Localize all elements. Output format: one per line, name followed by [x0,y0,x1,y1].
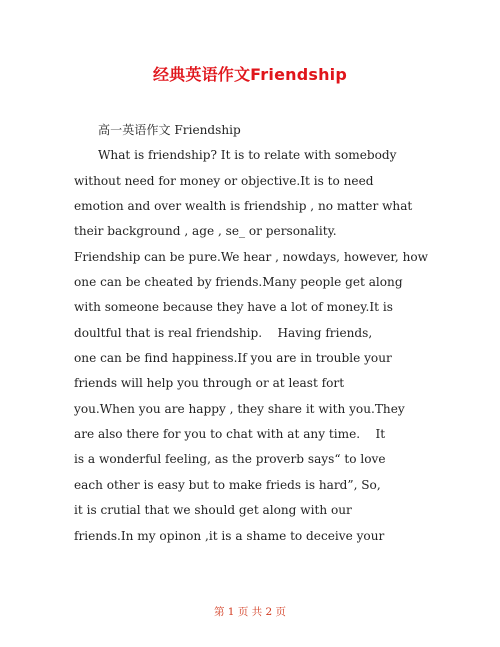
essay-line: with someone because they have a lot of money.It is [74,300,393,315]
essay-line: Friendship can be pure.We hear , nowdays, however, how [74,249,428,264]
essay-line: What is friendship? It is to relate with somebody [98,148,397,163]
document-title: 经典英语作文Friendship [152,65,348,84]
essay-line: friends will help you through or at least fort [74,376,345,391]
essay-line: one can be find happiness.If you are in trouble your [74,351,392,366]
essay-line: one can be cheated by friends.Many people get along [74,275,403,290]
essay-body [74,118,434,549]
essay-line: each other is easy but to make frieds is hard”, So, [74,477,381,492]
essay-line: it is crutial that we should get along with our [74,503,352,518]
essay-line: without need for money or objective.It is to need [74,173,374,188]
essay-line: doultful that is real friendship. Having friends, [74,325,373,340]
essay-line: is a wonderful feeling, as the proverb says“ to love [74,452,386,467]
essay-subtitle: 高一英语作文 Friendship [98,123,241,137]
essay-line: friends.In my opinon ,it is a shame to deceive your [74,528,385,543]
essay-line: emotion and over wealth is friendship , no matter what [74,199,413,214]
essay-line: you.When you are happy , they share it with you.They [74,401,405,416]
essay-line: are also there for you to chat with at any time. It [74,427,386,442]
essay-line: their background , age , se_ or personality. [74,224,337,239]
page-number-footer: 第 1 页 共 2 页 [213,606,287,618]
